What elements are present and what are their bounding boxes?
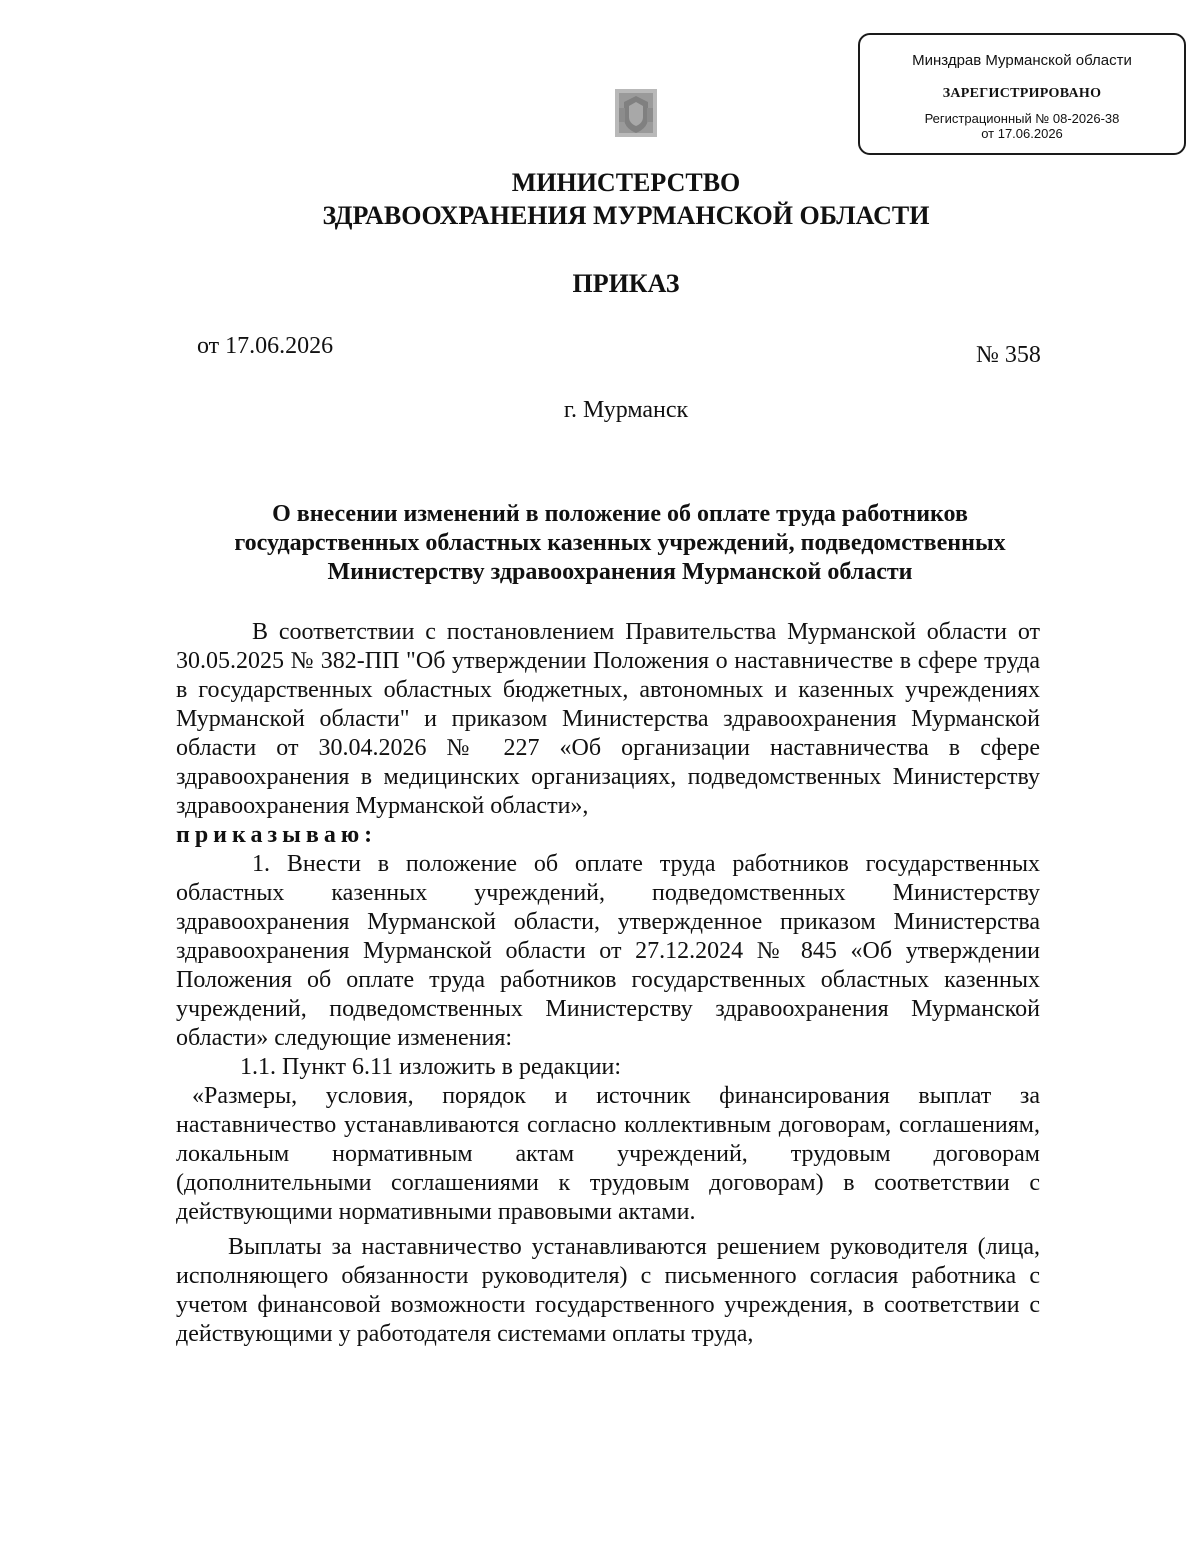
ministry-line-1: МИНИСТЕРСТВО [511,168,741,197]
preamble-paragraph: В соответствии с постановлением Правительства Мурманской области от 30.05.2025 № 382-ПП "Об утверждении Положения о наставничестве в сфере труда в государственных областных бюджетных, автономных и казенных учреждениях Мурманской области" и приказом Министерства здравоохранения Мурманской области от 30.04.2026 № 227 «Об организации наставничества в сфере здравоохранения в медицинских организациях, подведомственных Министерству здравоохранения Мурманской области», [176,619,1040,819]
order-body [176,618,1040,1349]
order-city: г. Мурманск [563,397,689,423]
document-type: ПРИКАЗ [572,269,680,298]
order-number: № 358 [976,342,1041,368]
stamp-reg-date: от 17.06.2026 [981,126,1063,141]
stamp-reg-number: Регистрационный № 08-2026-38 [924,111,1120,126]
stamp-status: ЗАРЕГИСТРИРОВАНО [942,86,1102,101]
ministry-line-2: ЗДРАВООХРАНЕНИЯ МУРМАНСКОЙ ОБЛАСТИ [322,201,930,230]
coat-of-arms-icon [614,88,658,138]
stamp-organization: Минздрав Мурманской области [912,52,1132,69]
item-1-paragraph: 1. Внести в положение об оплате труда работников государственных областных казенных учреждений, подведомственных Министерству здравоохранения Мурманской области, утвержденное приказом Министерства здравоохранения Мурманской области от 27.12.2024 № 845 «Об утверждении Положения об оплате труда работников государственных областных казенных учреждений, подведомственных Министерству здравоохранения Мурманской области» следующие изменения: [176,851,1040,1051]
order-word: приказываю: [176,822,378,848]
quote-paragraph-2: Выплаты за наставничество устанавливаются решением руководителя (лица, исполняющего обязанности руководителя) с письменного согласия работника с учетом финансовой возможности государственного учреждения, в соответствии с действующими у работодателя системами оплаты труда, [176,1234,1040,1347]
stamp-registration [860,111,1184,141]
quote-paragraph-1: «Размеры, условия, порядок и источник финансирования выплат за наставничество устанавливаются согласно коллективным договорам, соглашениям, локальным нормативным актам учреждений, трудовым договорам (дополнительными соглашениями к трудовым договорам) в соответствии с действующими нормативными правовыми актами. [176,1083,1040,1225]
registration-stamp [858,33,1186,155]
order-date: от 17.06.2026 [197,333,334,359]
order-heading: О внесении изменений в положение об оплате труда работников государственных областных казенных учреждений, подведомственных Министерству здравоохранения Мурманской области [234,501,1006,585]
item-1-1-paragraph: 1.1. Пункт 6.11 изложить в редакции: [240,1054,622,1080]
